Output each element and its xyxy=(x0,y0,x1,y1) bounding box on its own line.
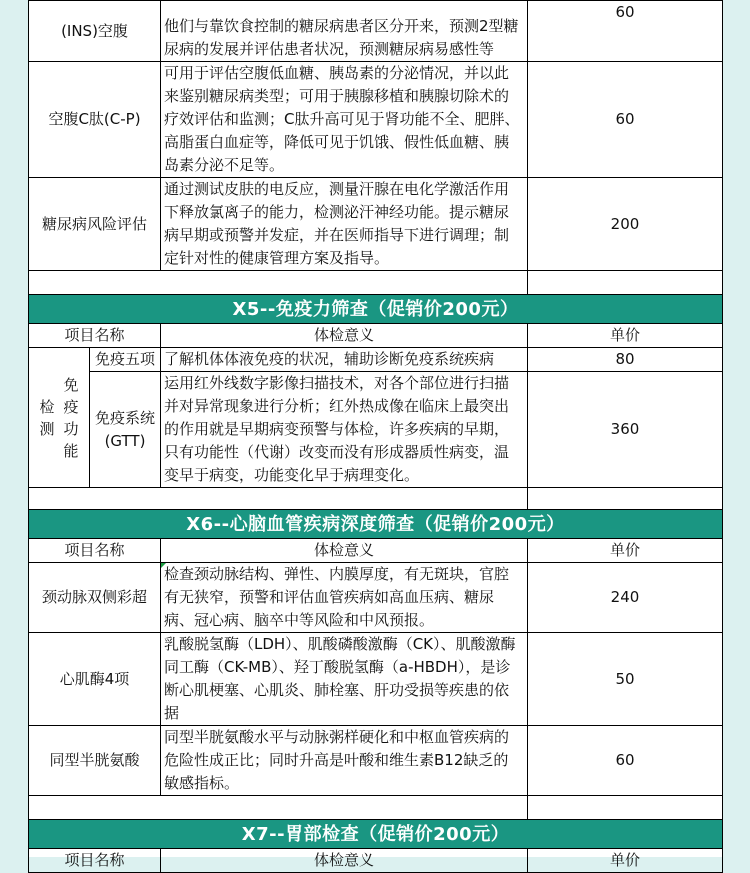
checkup-table xyxy=(28,0,723,873)
spacer-row xyxy=(29,796,723,820)
spacer-row xyxy=(29,271,723,295)
item-desc: 乳酸脱氢酶（LDH）、肌酸磷酸激酶（CK）、肌酸激酶同工酶（CK-MB）、羟丁酸脱氢酶（a-HBDH），是诊断心肌梗塞、心肌炎、肺栓塞、肝功受损等疾患的依据 xyxy=(161,633,528,726)
item-name: 同型半胱氨酸 xyxy=(29,726,161,796)
header-price: 单价 xyxy=(528,539,723,563)
table-row xyxy=(29,372,723,488)
header-desc: 体检意义 xyxy=(161,324,528,348)
group-cell xyxy=(29,348,90,488)
table-row xyxy=(29,726,723,796)
item-price: 60 xyxy=(528,1,723,62)
table-row xyxy=(29,633,723,726)
section-title: X7--胃部检查（促销价200元） xyxy=(29,820,723,849)
section-banner-x5 xyxy=(29,295,723,324)
item-price: 360 xyxy=(528,372,723,488)
item-name: 心肌酶4项 xyxy=(29,633,161,726)
item-price: 60 xyxy=(528,62,723,178)
section-title: X6--心脑血管疾病深度筛查（促销价200元） xyxy=(29,510,723,539)
item-name: 糖尿病风险评估 xyxy=(29,178,161,271)
price-sheet xyxy=(28,0,722,869)
header-name: 项目名称 xyxy=(29,324,161,348)
item-desc: 运用红外线数字影像扫描技术，对各个部位进行扫描并对异常现象进行分析；红外热成像在临床上最突出的作用就是早期病变预警与体检，许多疾病的早期，只有功能性（代谢）改变而没有形成器质性病变，温变早于病变，功能变化早于病理变化。 xyxy=(161,372,528,488)
item-price: 60 xyxy=(528,726,723,796)
item-name: 颈动脉双侧彩超 xyxy=(29,563,161,633)
header-row xyxy=(29,849,723,873)
spacer-row xyxy=(29,488,723,510)
header-name: 项目名称 xyxy=(29,849,161,873)
section-banner-x7 xyxy=(29,820,723,849)
header-desc: 体检意义 xyxy=(161,539,528,563)
item-desc: 他们与靠饮食控制的糖尿病患者区分开来，预测2型糖尿病的发展并评估患者状况，预测糖尿病易感性等 xyxy=(161,1,528,62)
item-name: (INS)空腹 xyxy=(29,1,161,62)
item-desc: 同型半胱氨酸水平与动脉粥样硬化和中枢血管疾病的危险性成正比；同时升高是叶酸和维生素B12缺乏的敏感指标。 xyxy=(161,726,528,796)
group-label-b: 免疫功能 xyxy=(63,375,79,460)
item-name: 空腹C肽(C-P) xyxy=(29,62,161,178)
header-row xyxy=(29,324,723,348)
header-row xyxy=(29,539,723,563)
item-desc: 可用于评估空腹低血糖、胰岛素的分泌情况，并以此来鉴别糖尿病类型；可用于胰腺移植和胰腺切除术的疗效评估和监测；C肽升高可见于肾功能不全、肥胖、高脂蛋白血症等，降低可见于饥饿、假性低血糖、胰岛素分泌不足等。 xyxy=(161,62,528,178)
item-name: 免疫五项 xyxy=(90,348,161,372)
header-price: 单价 xyxy=(528,324,723,348)
item-desc: 检查颈动脉结构、弹性、内膜厚度，有无斑块，官腔有无狭窄，预警和评估血管疾病如高血压病、糖尿病、冠心病、脑卒中等风险和中风预报。 xyxy=(161,563,528,633)
group-label-a: 检测 xyxy=(39,397,55,438)
header-price: 单价 xyxy=(528,849,723,873)
header-name: 项目名称 xyxy=(29,539,161,563)
table-row xyxy=(29,178,723,271)
item-price: 200 xyxy=(528,178,723,271)
item-desc: 通过测试皮肤的电反应，测量汗腺在电化学激活作用下释放氯离子的能力，检测泌汗神经功能。提示糖尿病早期或预警并发症，并在医师指导下进行调理；制定针对性的健康管理方案及指导。 xyxy=(161,178,528,271)
item-name: 免疫系统(GTT) xyxy=(90,372,161,488)
section-banner-x6 xyxy=(29,510,723,539)
table-row xyxy=(29,348,723,372)
section-title: X5--免疫力筛查（促销价200元） xyxy=(29,295,723,324)
table-row xyxy=(29,62,723,178)
item-price: 240 xyxy=(528,563,723,633)
item-price: 80 xyxy=(528,348,723,372)
table-row xyxy=(29,563,723,633)
table-row xyxy=(29,1,723,62)
header-desc: 体检意义 xyxy=(161,849,528,873)
item-price: 50 xyxy=(528,633,723,726)
item-desc: 了解机体体液免疫的状况，辅助诊断免疫系统疾病 xyxy=(161,348,528,372)
